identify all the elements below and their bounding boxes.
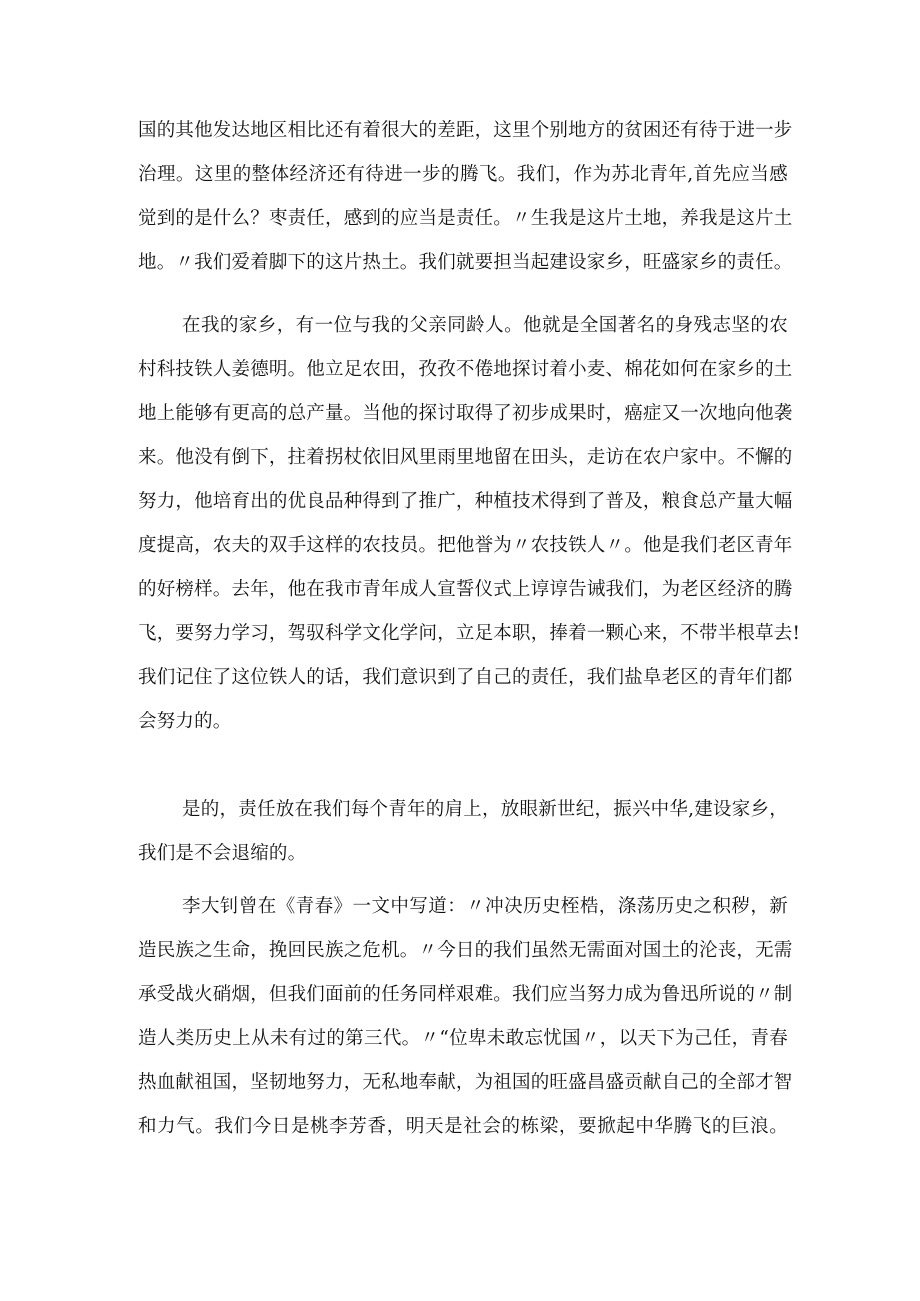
paragraph-line: 国的其他发达地区相比还有着很大的差距，这里个别地方的贫困还有待于进一步	[138, 120, 793, 141]
paragraph-line: 造人类历史上从未有过的第三代。〃“位卑未敢忘忧国〃，以天下为己任，青春	[138, 1028, 788, 1049]
paragraph-line: 我们是不会退缩的。	[138, 843, 307, 864]
paragraph-line: 我们记住了这位铁人的话，我们意识到了自己的责任，我们盐阜老区的青年们都	[138, 667, 793, 688]
paragraph-line: 努力，他培育出的优良品种得到了推广，种植技术得到了普及，粮食总产量大幅	[138, 491, 793, 512]
paragraph-line: 热血献祖国，坚韧地努力，无私地奉献，为祖国的旺盛昌盛贡献自己的全部才智	[138, 1072, 793, 1093]
paragraph-line: 在我的家乡，有一位与我的父亲同龄人。他就是全国著名的身残志坚的农	[182, 315, 788, 336]
paragraph-line: 李大钊曾在《青春》一文中写道：〃冲决历史桎梏，涤荡历史之积秽，新	[182, 896, 788, 917]
paragraph-line: 和力气。我们今日是桃李芳香，明天是社会的栋梁，要掀起中华腾飞的巨浪。	[138, 1116, 788, 1137]
paragraph-line: 地上能够有更高的总产量。当他的探讨取得了初步成果时，癌症又一次地向他袭	[138, 403, 793, 424]
paragraph-1	[138, 114, 793, 280]
paragraph-line: 来。他没有倒下，拄着拐杖依旧风里雨里地留在田头，走访在农户家中。不懈的	[138, 447, 793, 468]
paragraph-line: 治理。这里的整体经济还有待进一步的腾飞。我们，作为苏北青年,首先应当感	[138, 164, 788, 185]
paragraph-4	[138, 890, 793, 1144]
paragraph-line: 地。〃我们爱着脚下的这片热土。我们就要担当起建设家乡，旺盛家乡的责任。	[138, 252, 793, 273]
paragraph-3	[138, 793, 788, 871]
paragraph-2	[138, 309, 801, 739]
paragraph-line: 是的，责任放在我们每个青年的肩上，放眼新世纪，振兴中华,建设家乡，	[182, 799, 788, 820]
paragraph-line: 的好榜样。去年，他在我市青年成人宣誓仪式上谆谆告诫我们，为老区经济的腾	[138, 579, 793, 600]
paragraph-line: 村科技铁人姜德明。他立足农田，孜孜不倦地探讨着小麦、棉花如何在家乡的土	[138, 359, 793, 380]
paragraph-line: 度提高，农夫的双手这样的农技员。把他誉为〃农技铁人〃。他是我们老区青年	[138, 535, 793, 556]
paragraph-line: 觉到的是什么？枣责任，感到的应当是责任。〃生我是这片土地，养我是这片土	[138, 208, 793, 229]
paragraph-line: 承受战火硝烟，但我们面前的任务同样艰难。我们应当努力成为鲁迅所说的〃制	[138, 984, 793, 1005]
paragraph-line: 会努力的。	[138, 711, 232, 732]
paragraph-line: 造民族之生命，挽回民族之危机。〃今日的我们虽然无需面对国土的沦丧，无需	[138, 940, 793, 961]
paragraph-line: 飞，要努力学习，驾驭科学文化学问，立足本职，捧着一颗心来，不带半根草去!	[138, 623, 801, 644]
